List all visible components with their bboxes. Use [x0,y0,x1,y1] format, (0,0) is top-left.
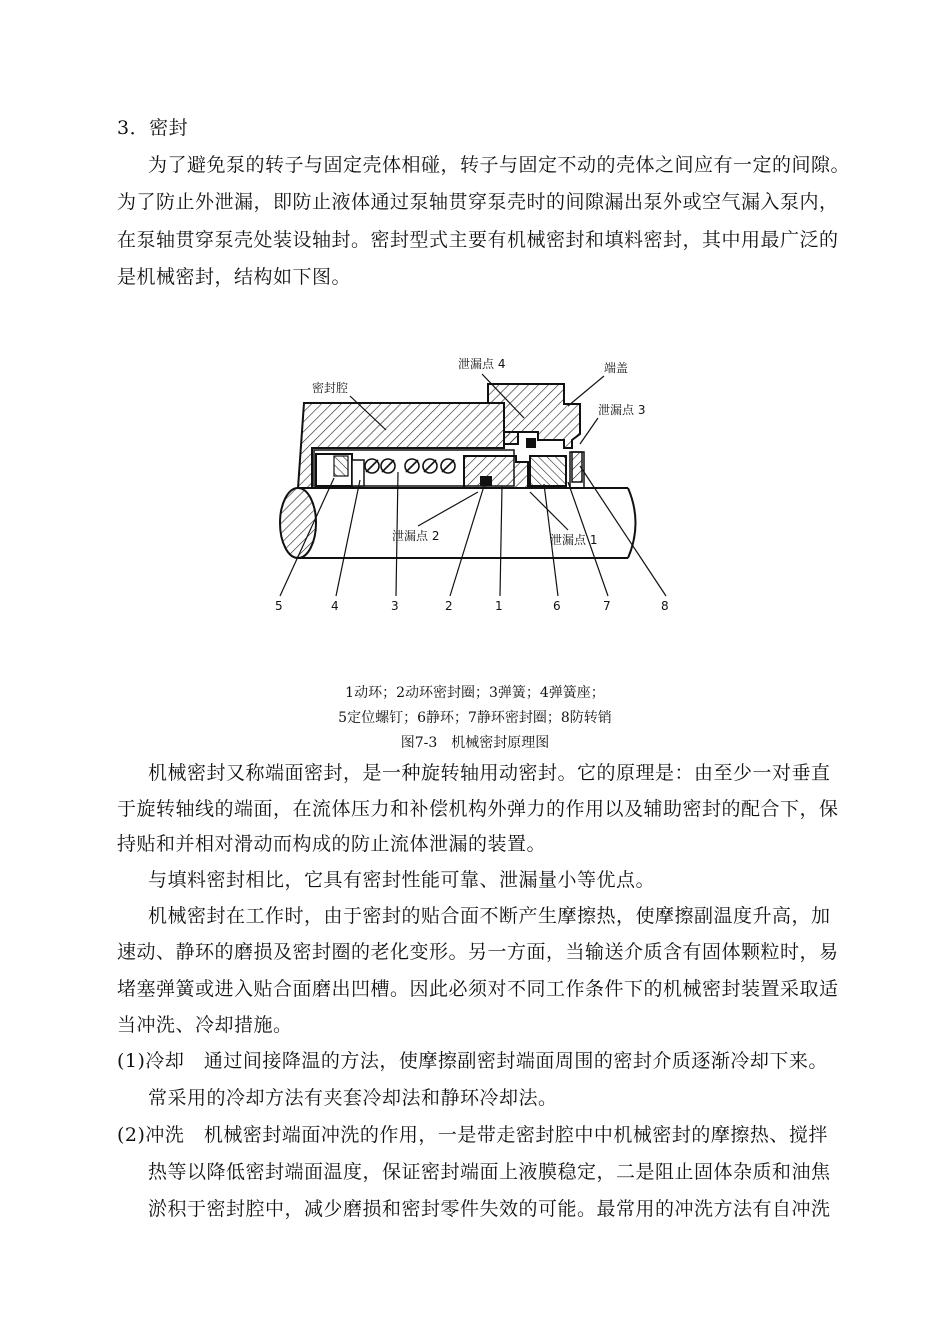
part-number: 1 [495,599,503,613]
body-line-3: 持贴和并相对滑动而构成的防止流体泄漏的装置。 [117,833,547,855]
part-number: 7 [603,599,611,613]
intro-line-4: 是机械密封，结构如下图。 [117,266,352,288]
label-leak-point-4: 泄漏点 4 [458,357,506,371]
part-number: 4 [331,599,339,613]
part-number: 6 [553,599,561,613]
label-leak-point-3: 泄漏点 3 [598,403,646,417]
body-line-8: 当冲洗、冷却措施。 [117,1014,293,1036]
body-line-2: 于旋转轴线的端面，在流体压力和补偿机构外弹力的作用以及辅助密封的配合下，保 [117,798,839,820]
body-line-7: 堵塞弹簧或进入贴合面磨出凹槽。因此必须对不同工作条件下的机械密封装置采取适 [117,978,839,1000]
intro-line-2: 为了防止外泄漏，即防止液体通过泵轴贯穿泵壳时的间隙漏出泵外或空气漏入泵内， [117,191,839,213]
figure-caption: 图7-3 机械密封原理图 [400,735,550,751]
body-line-4: 与填料密封相比，它具有密封性能可靠、泄漏量小等优点。 [148,869,656,891]
label-leak-point-1: 泄漏点 1 [550,533,598,547]
stationary-ring [530,456,566,486]
body-line-6: 速动、静环的磨损及密封圈的老化变形。另一方面，当输送介质含有固体颗粒时，易 [117,941,839,963]
part-number: 8 [661,599,669,613]
body-line-11: (2)冲洗 机械密封端面冲洗的作用，一是带走密封腔中中机械密封的摩擦热、搅拌 [117,1124,828,1146]
label-end-cover: 端盖 [604,361,629,375]
part-number: 2 [445,599,453,613]
part-number: 5 [275,599,283,613]
intro-line-1: 为了避免泵的转子与固定壳体相碰，转子与固定不动的壳体之间应有一定的间隙。 [148,154,851,176]
figure-legend-line-1: 1动环；2动环密封圈；3弹簧；4弹簧座； [345,685,605,701]
figure-legend-line-2: 5定位螺钉；6静环；7静环密封圈；8防转销 [338,710,612,726]
body-line-10: 常采用的冷却方法有夹套冷却法和静环冷却法。 [148,1087,558,1109]
mechanical-seal-diagram [268,348,688,618]
body-line-5: 机械密封在工作时，由于密封的贴合面不断产生摩擦热，使摩擦副温度升高，加 [148,905,831,927]
rotating-ring [464,456,528,488]
part-number: 3 [391,599,399,613]
rotating-ring-seal [480,476,492,486]
body-line-12: 热等以降低密封端面温度，保证密封端面上液膜稳定，二是阻止固体杂质和油焦 [148,1161,831,1183]
body-line-1: 机械密封又称端面密封，是一种旋转轴用动密封。它的原理是：由至少一对垂直 [148,762,831,784]
label-leak-point-2: 泄漏点 2 [392,529,440,543]
body-line-9: (1)冷却 通过间接降温的方法，使摩擦副密封端面周围的密封介质逐渐冷却下来。 [117,1050,828,1072]
intro-line-3: 在泵轴贯穿泵壳处装设轴封。密封型式主要有机械密封和填料密封，其中用最广泛的 [117,229,839,251]
body-line-13: 淤积于密封腔中，减少磨损和密封零件失效的可能。最常用的冲洗方法有自冲洗 [148,1198,831,1220]
stationary-ring-seal [526,438,536,448]
section-heading: 3．密封 [117,117,189,139]
label-seal-chamber: 密封腔 [312,381,349,395]
